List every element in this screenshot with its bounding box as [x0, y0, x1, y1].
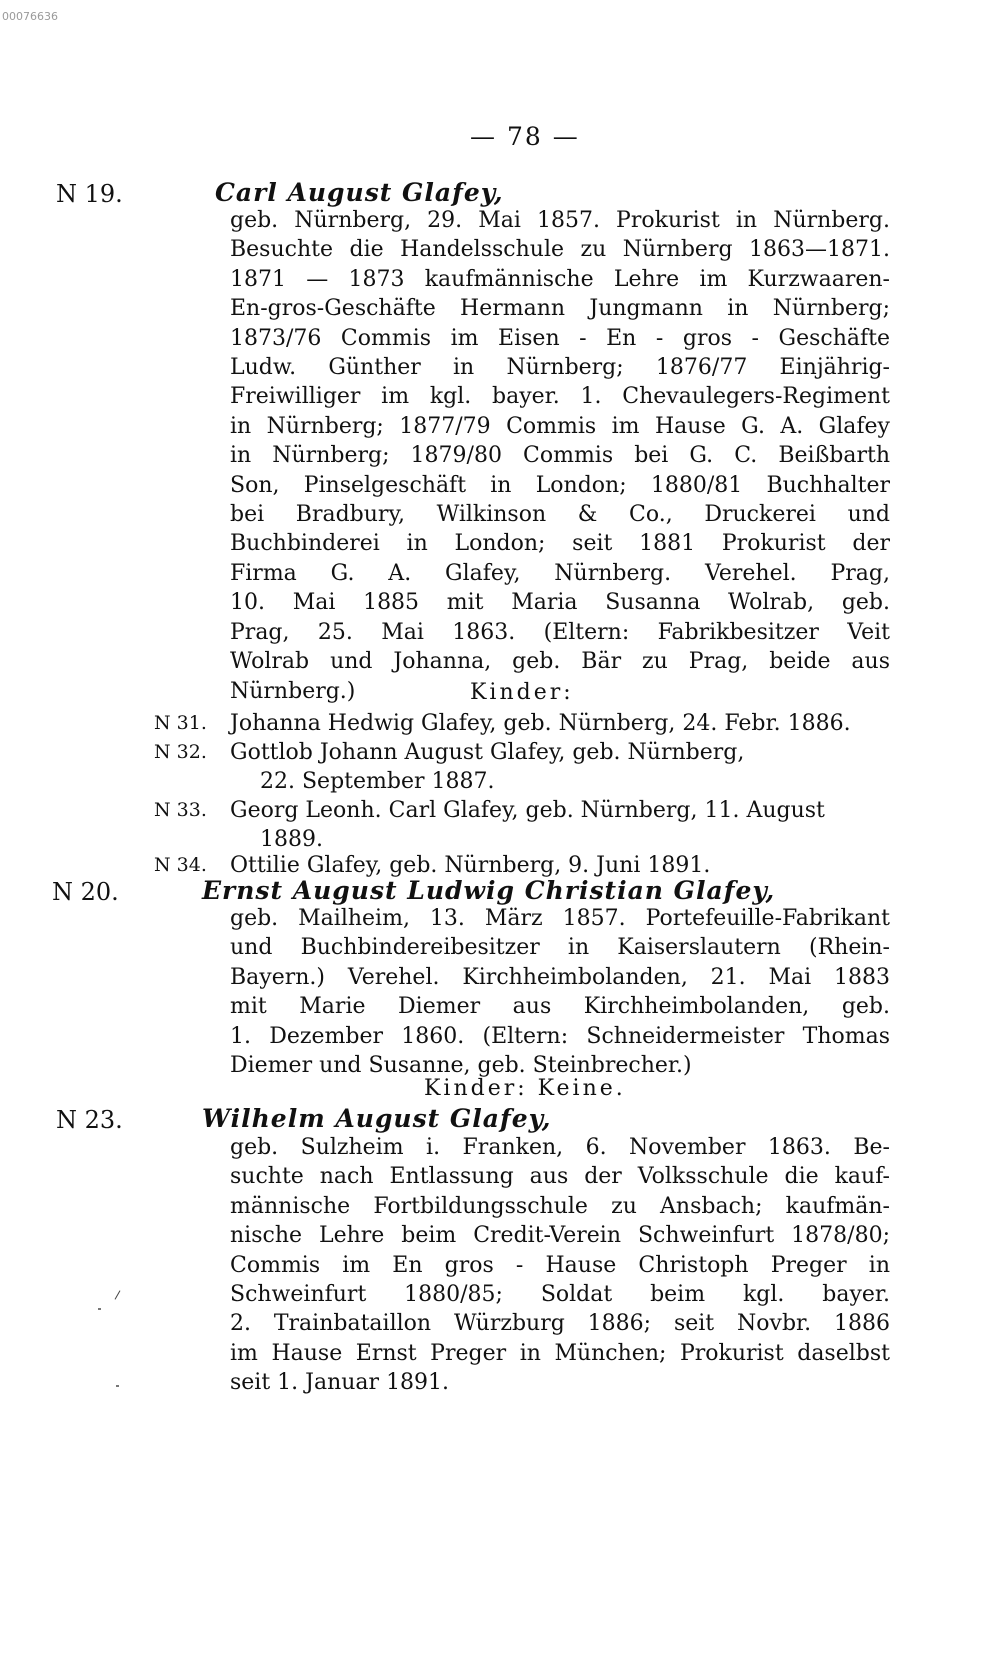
text-line: 2. Trainbataillon Würzburg 1886; seit Novbr. 1886 [230, 1311, 890, 1337]
text-line: Son, Pinselgeschäft in London; 1880/81 Buchhalter [230, 472, 890, 498]
text-line: im Hause Ernst Preger in München; Prokurist daselbst [230, 1340, 890, 1366]
text-line: seit 1. Januar 1891. [230, 1370, 450, 1396]
entry-body [230, 206, 890, 706]
child-entry [230, 796, 880, 854]
text-line: mit Marie Diemer aus Kirchheimbolanden, geb. [230, 994, 890, 1020]
child-entry [230, 738, 880, 796]
text-line: Wolrab und Johanna, geb. Bär zu Prag, beide aus [230, 649, 890, 675]
page-number: — 78 — [470, 122, 580, 151]
text-line: Buchbinderei in London; seit 1881 Prokurist der [230, 531, 890, 557]
text-line: Johanna Hedwig Glafey, geb. Nürnberg, 24. Febr. 1886. [230, 711, 851, 736]
entry-name: Wilhelm August Glafey, [202, 1104, 552, 1133]
text-line: Schweinfurt 1880/85; Soldat beim kgl. bayer. [230, 1282, 890, 1308]
text-line: Gottlob Johann August Glafey, geb. Nürnberg, [230, 740, 745, 765]
text-line: Commis im En gros - Hause Christoph Preger in [230, 1252, 890, 1278]
text-line: Bayern.) Verehel. Kirchheimbolanden, 21. Mai 1883 [230, 964, 890, 990]
entry-body [230, 904, 890, 1080]
text-line: nische Lehre beim Credit-Verein Schweinfurt 1878/80; [230, 1223, 890, 1249]
scan-dot [98, 1308, 101, 1310]
text-line: Firma G. A. Glafey, Nürnberg. Verehel. Prag, [230, 560, 890, 586]
child-marker: N 31. [154, 712, 207, 734]
text-line: Besuchte die Handelsschule zu Nürnberg 1863—1871. [230, 237, 890, 263]
text-line: geb. Sulzheim i. Franken, 6. November 1863. Be- [230, 1135, 890, 1160]
text-line: 1871 — 1873 kaufmännische Lehre im Kurzwaaren- [230, 266, 890, 292]
text-line: Ottilie Glafey, geb. Nürnberg, 9. Juni 1891. [230, 853, 711, 878]
children-heading: Kinder: [470, 680, 574, 705]
text-line: in Nürnberg; 1877/79 Commis im Hause G. A. Glafey [230, 413, 890, 439]
text-line: En-gros-Geschäfte Hermann Jungmann in Nürnberg; [230, 296, 890, 322]
text-line: Prag, 25. Mai 1863. (Eltern: Fabrikbesitzer Veit [230, 619, 890, 645]
children-heading: Kinder: Keine. [424, 1076, 626, 1101]
text-line: 1889. [260, 827, 323, 852]
child-entry [230, 709, 880, 738]
scan-dot [116, 1385, 119, 1387]
text-line: 22. September 1887. [260, 769, 495, 794]
text-line: suchte nach Entlassung aus der Volksschule die kauf- [230, 1164, 890, 1190]
scan-mark [115, 1290, 121, 1299]
text-line: Diemer und Susanne, geb. Steinbrecher.) [230, 1053, 692, 1079]
text-line: in Nürnberg; 1879/80 Commis bei G. C. Beißbarth [230, 443, 890, 469]
text-line: 1. Dezember 1860. (Eltern: Schneidermeister Thomas [230, 1023, 890, 1049]
text-line: Ludw. Günther in Nürnberg; 1876/77 Einjährig- [230, 355, 890, 381]
text-line: Nürnberg.) [230, 678, 356, 704]
child-marker: N 33. [154, 799, 207, 821]
text-line: Georg Leonh. Carl Glafey, geb. Nürnberg, 11. August [230, 798, 825, 823]
entry-marker: N 19. [56, 180, 123, 208]
child-marker: N 32. [154, 741, 207, 763]
entry-name: Ernst August Ludwig Christian Glafey, [202, 876, 776, 905]
text-line: geb. Nürnberg, 29. Mai 1857. Prokurist in Nürnberg. [230, 208, 890, 233]
text-line: 1873/76 Commis im Eisen - En - gros - Geschäfte [230, 325, 890, 351]
child-marker: N 34. [154, 854, 207, 876]
entry-marker: N 20. [52, 878, 119, 906]
entry-marker: N 23. [56, 1106, 123, 1134]
text-line: bei Bradbury, Wilkinson & Co., Druckerei und [230, 502, 890, 528]
entry-body [230, 1133, 890, 1398]
text-line: Freiwilliger im kgl. bayer. 1. Chevaulegers-Regiment [230, 384, 890, 410]
page-id: 00076636 [2, 10, 58, 23]
text-line: geb. Mailheim, 13. März 1857. Portefeuille-Fabrikant [230, 906, 890, 931]
text-line: und Buchbindereibesitzer in Kaiserslautern (Rhein- [230, 935, 890, 961]
entry-name: Carl August Glafey, [215, 178, 504, 207]
text-line: männische Fortbildungsschule zu Ansbach; kaufmän- [230, 1193, 890, 1219]
text-line: 10. Mai 1885 mit Maria Susanna Wolrab, geb. [230, 590, 890, 616]
